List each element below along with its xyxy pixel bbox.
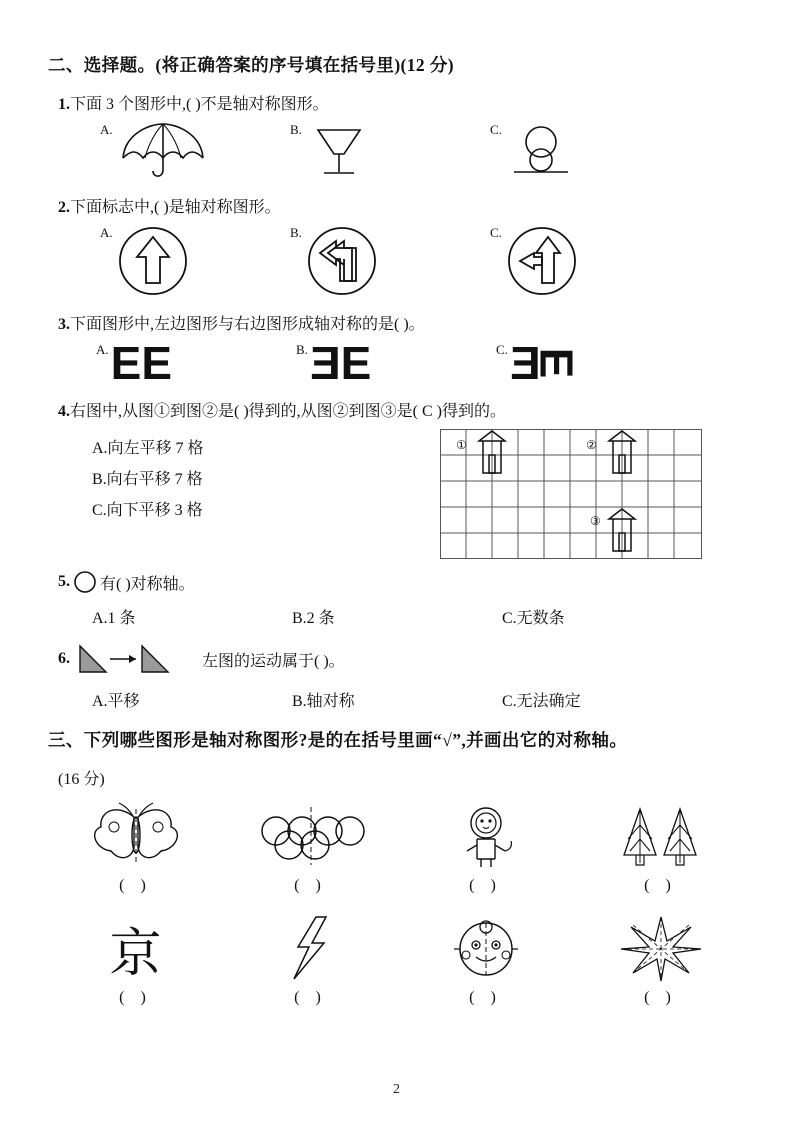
figure-cell xyxy=(586,801,736,895)
choice-a[interactable]: A.平移 xyxy=(92,693,140,710)
letter-left-mirrored: E xyxy=(509,337,541,389)
section-3-title: 三、下列哪些图形是轴对称图形?是的在括号里画“√”,并画出它的对称轴。 xyxy=(48,730,628,750)
question-1-body: 下面 3 个图形中,( )不是轴对称图形。 xyxy=(70,96,329,113)
question-6-body: 左图的运动属于( )。 xyxy=(202,652,345,670)
question-4-body: 右图中,从图①到图②是( )得到的,从图②到图③是( C )得到的。 xyxy=(70,403,506,420)
question-2-body: 下面标志中,( )是轴对称图形。 xyxy=(70,199,281,216)
figure-cell xyxy=(411,801,561,895)
two-triangles-arrow-icon xyxy=(74,642,198,676)
option-b-label: B. xyxy=(290,122,302,137)
translation-grid xyxy=(440,429,702,559)
arrow-up-sign-icon xyxy=(115,223,191,299)
section-2-title: 二、选择题。(将正确答案的序号填在括号里)(12 分) xyxy=(48,55,454,75)
lion-icon xyxy=(411,801,561,871)
page-content xyxy=(48,52,748,1007)
letter-left-mirrored: E xyxy=(309,337,341,389)
option-c-label: C. xyxy=(490,225,502,240)
option-c[interactable] xyxy=(490,120,670,182)
figure-pair-c xyxy=(509,337,582,389)
question-3-number: 3. xyxy=(58,316,70,333)
question-1-options xyxy=(48,120,748,182)
baby-face-icon xyxy=(411,913,561,983)
choice-b[interactable]: B.轴对称 xyxy=(292,693,355,710)
question-6-number: 6. xyxy=(58,650,70,667)
option-a[interactable] xyxy=(100,120,290,182)
figure-cell xyxy=(236,801,386,895)
page-number: 2 xyxy=(393,1082,400,1097)
option-a-label: A. xyxy=(96,342,109,357)
choice-a[interactable]: A.1 条 xyxy=(92,610,136,627)
figure-pair-b xyxy=(309,337,372,389)
letter-right: E xyxy=(340,337,372,389)
answer-paren[interactable]: ( ) xyxy=(644,877,677,894)
option-b[interactable] xyxy=(290,223,490,299)
straight-or-left-sign-icon xyxy=(504,223,580,299)
figure-cell xyxy=(61,801,211,895)
answer-paren[interactable]: ( ) xyxy=(294,989,327,1006)
option-c[interactable] xyxy=(490,223,670,299)
answer-paren[interactable]: ( ) xyxy=(469,877,502,894)
question-4-text xyxy=(48,398,748,421)
choice-a[interactable]: A.向左平移 7 格 xyxy=(92,440,204,457)
option-c[interactable] xyxy=(496,337,686,389)
option-b-label: B. xyxy=(296,342,308,357)
question-2-text xyxy=(48,194,748,217)
question-5-body: 有( )对称轴。 xyxy=(100,575,195,593)
letter-right: E xyxy=(141,337,173,389)
option-a[interactable] xyxy=(100,223,290,299)
question-3-options xyxy=(48,337,748,389)
question-5-text xyxy=(48,569,748,595)
option-b[interactable] xyxy=(296,337,496,389)
section-3-score: (16 分) xyxy=(58,771,105,788)
option-b-label: B. xyxy=(290,225,302,240)
star-burst-icon xyxy=(586,913,736,983)
choice-c[interactable]: C.无法确定 xyxy=(502,693,581,710)
olympic-rings-icon xyxy=(236,801,386,871)
circle-icon xyxy=(72,569,98,595)
question-2-options xyxy=(48,223,748,299)
option-a-label: A. xyxy=(100,122,113,137)
question-5-choices xyxy=(48,605,748,628)
question-6-choices xyxy=(48,688,748,711)
letter-left: E xyxy=(110,337,142,389)
goblet-icon xyxy=(304,120,374,182)
option-b[interactable] xyxy=(290,120,490,182)
choice-c[interactable]: C.向下平移 3 格 xyxy=(92,502,203,519)
question-1-text xyxy=(48,91,748,114)
choice-b[interactable]: B.2 条 xyxy=(292,610,335,627)
question-3-body: 下面图形中,左边图形与右边图形成轴对称的是( )。 xyxy=(70,316,425,333)
figure-cell xyxy=(411,913,561,1007)
question-6-text xyxy=(48,642,748,676)
svg-text:①: ① xyxy=(456,438,467,452)
option-c-label: C. xyxy=(490,122,502,137)
figure-cell xyxy=(586,913,736,1007)
question-4-number: 4. xyxy=(58,403,70,420)
choice-c[interactable]: C.无数条 xyxy=(502,610,565,627)
answer-paren[interactable]: ( ) xyxy=(119,989,152,1006)
question-3-text xyxy=(48,311,748,334)
double-circle-on-line-icon xyxy=(504,120,578,182)
figure-cell xyxy=(61,925,211,1007)
question-2-number: 2. xyxy=(58,199,70,216)
choice-b[interactable]: B.向右平移 7 格 xyxy=(92,471,203,488)
option-a-label: A. xyxy=(100,225,113,240)
jing-character: 京 xyxy=(109,925,162,983)
butterfly-icon xyxy=(61,801,211,871)
answer-paren[interactable]: ( ) xyxy=(119,877,152,894)
pine-trees-icon xyxy=(586,801,736,871)
lightning-bolt-icon xyxy=(236,913,386,983)
option-c-label: C. xyxy=(496,342,508,357)
option-a[interactable] xyxy=(96,337,296,389)
svg-text:③: ③ xyxy=(590,514,601,528)
umbrella-icon xyxy=(115,120,211,182)
section-3-row-2 xyxy=(48,913,748,1007)
left-turn-sign-icon xyxy=(304,223,380,299)
section-3-row-1 xyxy=(48,801,748,895)
figure-cell xyxy=(236,913,386,1007)
letter-right-rotated: E xyxy=(529,347,582,379)
answer-paren[interactable]: ( ) xyxy=(294,877,327,894)
figure-pair-a xyxy=(110,337,173,389)
svg-text:②: ② xyxy=(586,438,597,452)
answer-paren[interactable]: ( ) xyxy=(469,989,502,1006)
question-1-number: 1. xyxy=(58,96,70,113)
answer-paren[interactable]: ( ) xyxy=(644,989,677,1006)
question-5-number: 5. xyxy=(58,573,70,590)
